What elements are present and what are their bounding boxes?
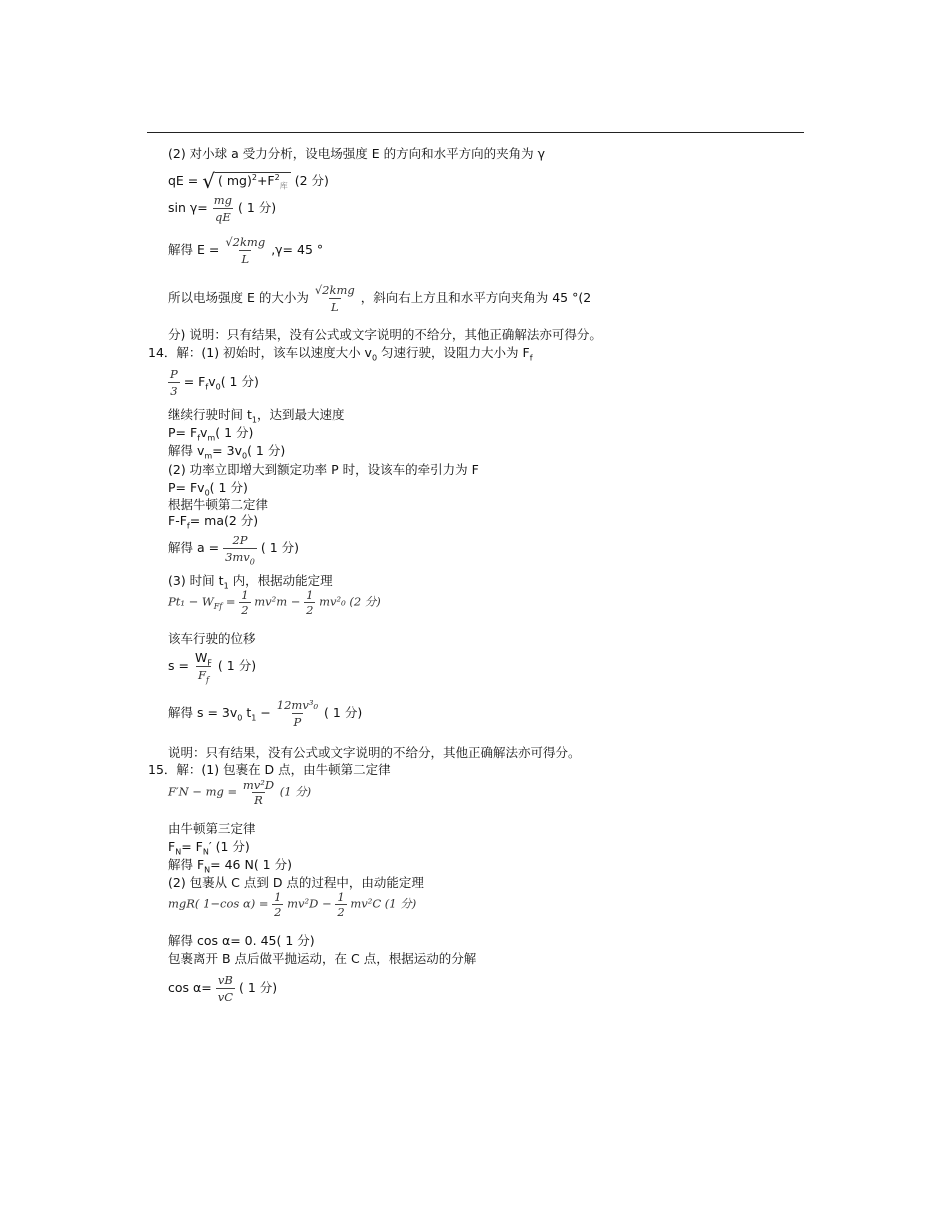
text-line: (3) 时间 $t_1$ 内，根据动能定理 — [168, 573, 333, 591]
sqrt-body: ( $mg)^2+F^2_库$ — [215, 172, 291, 189]
fraction: $\frac{vB}{vC}$ — [217, 973, 234, 1004]
text-line: 根据牛顿第二定律 — [168, 497, 269, 512]
eq-text: 解得 E = — [168, 242, 220, 257]
fraction: $\frac{mg}{qE}$ — [213, 193, 233, 224]
equation-E — [168, 234, 323, 267]
text-line: 说明：只有结果，没有公式或文字说明的不给分，其他正确解法亦可得分。 — [168, 745, 581, 760]
question-15-heading: 15．解：(1) 包裹在 D 点，由牛顿第二定律 — [148, 762, 391, 777]
equation-s: s = $\frac{W_F}{F_f}$ ( 1 分) — [168, 650, 257, 685]
equation-a: 解得 a = $\frac{2P}{3mv_0}$ ( 1 分) — [168, 533, 300, 567]
text-line: 分) 说明：只有结果，没有公式或文字说明的不给分，其他正确解法亦可得分。 — [168, 327, 602, 342]
fraction: √2kmg L — [314, 283, 355, 314]
eq-score: ( 1 分) — [238, 200, 277, 215]
text-line: 解得 cos α= 0. 45( 1 分) — [168, 933, 315, 948]
equation-power: $\frac{P}{3}$ = $F_fv_0$( 1 分) — [170, 367, 259, 398]
equation: 解得 $F_N= 46$ N( 1 分) — [168, 857, 292, 875]
equation-energy-CD: mgR( 1−cos α) = $\frac{1}{2}$ mv²D − $\frac{1}{2}$ mv²C (1 分) — [168, 890, 417, 919]
equation: $P= Fv_0$( 1 分) — [168, 480, 248, 498]
equation-s-result: 解得 $s = 3v_0$ $t_1$ − $\frac{\text{12mv³₀}}{P}$ ( 1 分) — [168, 698, 363, 729]
text-line: 继续行驶时间 $t_1$，达到最大速度 — [168, 407, 345, 425]
eq-text: 所以电场强度 E 的大小为 — [168, 290, 309, 305]
equation-normal-force: F′N − mg = $\frac{\text{mv²D}}{R}$ (1 分) — [168, 778, 312, 807]
equation-qE: qE = √ ( $mg)^2+F^2_库$ (2 分) — [168, 169, 329, 193]
fraction: $\frac{W_F}{F_f}$ — [194, 650, 212, 685]
eq-score: (2 分) — [294, 173, 329, 188]
equation-sin-gamma — [168, 192, 276, 225]
equation-work-energy: $Pt_1 - W_{Ff}$ = $\frac{1}{2}$ mv²m − $\frac{1}{2}$ mv²₀ (2 分) — [168, 588, 381, 617]
eq-text: ，斜向右上方且和水平方向夹角为 45 °(2 — [360, 290, 592, 305]
equation: 解得 $v_m= 3v_0$( 1 分) — [168, 443, 286, 461]
text-line: 由牛顿第三定律 — [168, 821, 256, 836]
text-line: 该车行驶的位移 — [168, 631, 256, 646]
text-line: (2) 功率立即增大到额定功率 P 时，设该车的牵引力为 F — [168, 462, 479, 477]
header-rule — [147, 132, 804, 133]
eq-text: ,γ= 45 ° — [271, 242, 324, 257]
equation: $P= F_fv_m$( 1 分) — [168, 425, 254, 443]
fraction: $\frac{\text{12mv³₀}}{P}$ — [276, 698, 319, 729]
eq-text: sin γ= — [168, 200, 208, 215]
equation: $F-F_f= ma(2$ 分) — [168, 513, 259, 531]
text-line: (2) 包裹从 C 点到 D 点的过程中，由动能定理 — [168, 875, 424, 890]
fraction: $\frac{2P}{3mv_0}$ — [225, 533, 255, 567]
text-line: 包裹离开 B 点后做平抛运动，在 C 点，根据运动的分解 — [168, 951, 477, 966]
equation: $F_N= F_N'$ (1 分) — [168, 839, 250, 857]
question-14-heading: 14．解：(1) 初始时，该车以速度大小 $v_0$ 匀速行驶，设阻力大小为 $F_f$ — [148, 345, 533, 363]
text-line: (2) 对小球 a 受力分析，设电场强度 E 的方向和水平方向的夹角为 γ — [168, 146, 546, 161]
fraction: √2kmg L — [225, 235, 266, 266]
equation-cos-alpha: cos α= $\frac{vB}{vC}$ ( 1 分) — [168, 973, 278, 1004]
eq-text: qE = — [168, 173, 199, 188]
fraction: $\frac{P}{3}$ — [170, 367, 178, 398]
text-line-E-magnitude — [168, 282, 591, 315]
